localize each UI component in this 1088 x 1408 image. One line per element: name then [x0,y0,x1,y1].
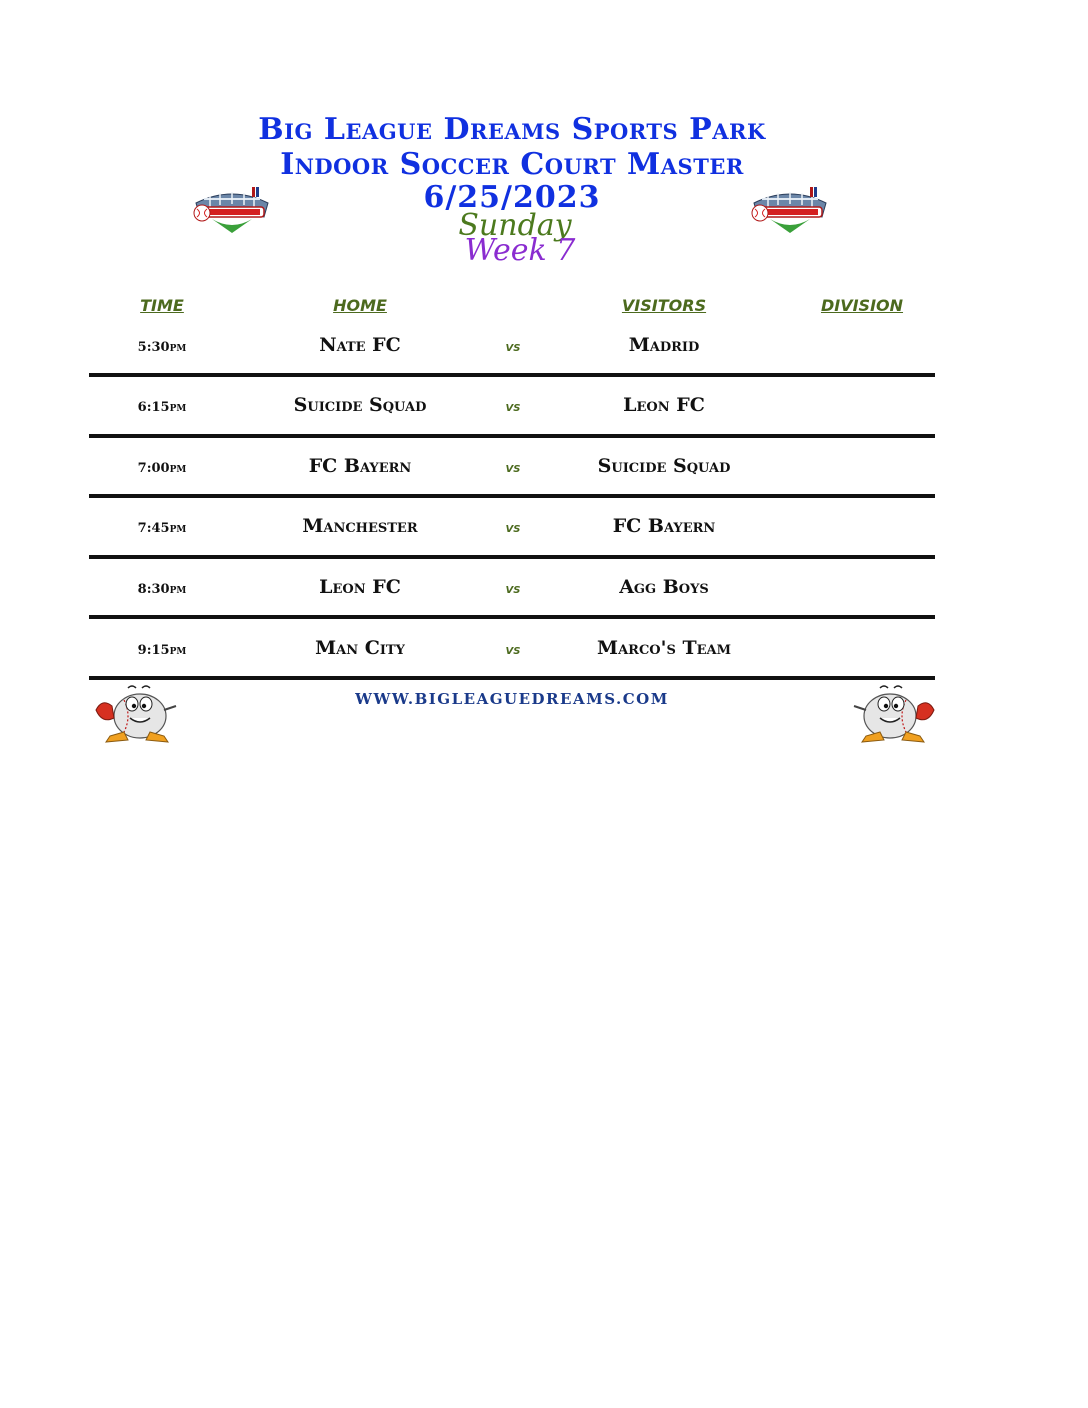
week-label: Week 7 [464,233,576,268]
column-header-time: TIME [140,296,184,315]
home-team: Nate FC [319,334,401,356]
row-divider [89,494,935,498]
stadium-logo-icon [190,183,274,235]
home-team: Suicide Squad [293,394,427,416]
stadium-logo-icon [748,183,832,235]
row-divider [89,373,935,377]
home-team: Manchester [302,515,418,537]
game-row [0,515,1088,575]
visitor-team: Agg Boys [619,576,709,598]
vs-label: vs [505,642,521,658]
game-row [0,455,1088,515]
game-time: 5:30pm [137,340,187,355]
game-row [0,334,1088,394]
vs-label: vs [505,581,521,597]
vs-label: vs [505,520,521,536]
baseball-mascot-icon [842,680,942,746]
game-time: 7:00pm [137,461,187,476]
title-court-master: Indoor Soccer Court Master [280,147,744,182]
column-header-division: DIVISION [820,296,904,315]
game-time: 7:45pm [137,521,187,536]
vs-label: vs [505,399,521,415]
visitor-team: Madrid [628,334,700,356]
day-label: Sunday [458,208,572,243]
visitor-team: Marco's Team [597,637,731,659]
row-divider [89,434,935,438]
row-divider [89,615,935,619]
column-header-visitors: VISITORS [621,296,707,315]
game-time: 6:15pm [137,400,187,415]
visitor-team: FC Bayern [612,515,716,537]
visitor-team: Leon FC [623,394,705,416]
vs-label: vs [505,339,521,355]
visitor-team: Suicide Squad [597,455,731,477]
game-row [0,394,1088,454]
home-team: Leon FC [319,576,401,598]
vs-label: vs [505,460,521,476]
row-divider [89,676,935,680]
game-row [0,576,1088,636]
column-header-home: HOME [333,296,387,315]
website-link[interactable]: WWW.BIGLEAGUEDREAMS.COM [355,690,669,708]
baseball-mascot-icon [88,680,188,746]
title-date: 6/25/2023 [423,180,601,215]
home-team: FC Bayern [308,455,412,477]
game-time: 8:30pm [137,582,187,597]
row-divider [89,555,935,559]
home-team: Man City [315,637,405,659]
game-time: 9:15pm [137,643,187,658]
title-park-name: Big League Dreams Sports Park [258,112,766,147]
